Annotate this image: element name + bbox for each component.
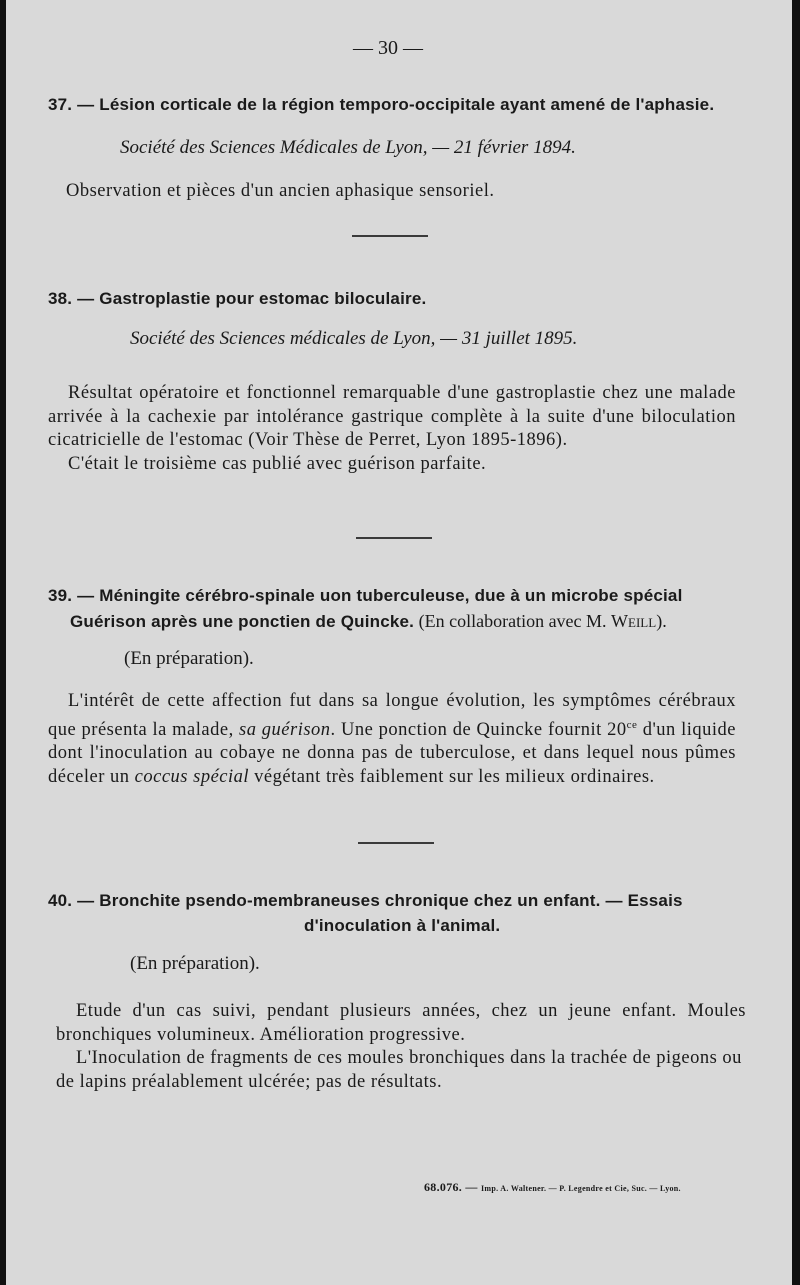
paragraph: Résultat opératoire et fonctionnel remarquable d'une gastroplastie chez une malade arrivée à la cachexie par intolérance gastrique complète à la suite d'une biloculation cicatricielle de l'estomac (Voir Thèse de Perret, Lyon 1895-1896). bbox=[48, 383, 736, 450]
entry-38-venue: Société des Sciences médicales de Lyon, — 31 juillet 1895. bbox=[130, 328, 578, 349]
entry-37-heading: 37. — Lésion corticale de la région temporo-occipitale ayant amené de l'aphasie. bbox=[48, 95, 715, 114]
paragraph: C'était le troisième cas publié avec guérison parfaite. bbox=[68, 453, 487, 474]
entry-39-heading-line2: Guérison après une ponctien de Quincke. (En collaboration avec M. Weill). bbox=[70, 611, 667, 631]
separator-rule bbox=[356, 537, 432, 539]
collaboration-note: (En collaboration avec M. bbox=[414, 611, 612, 631]
entry-38-body bbox=[48, 382, 736, 476]
paragraph: L'intérêt de cette affection fut dans sa longue évolution, les symptômes cérébraux que présenta la malade, sa guérison. Une ponction de Quincke fournit $20^{ce}$ d'un liquide dont l'inoculation au cobaye ne donna pas de tuberculose, et dans lequel nous pûmes déceler un coccus spécial végétant très faiblement sur les milieux ordinaires. bbox=[48, 691, 737, 787]
printer-credit: Imp. A. Waltener. — P. Legendre et Cie, Suc. — Lyon. bbox=[481, 1184, 681, 1193]
separator-rule bbox=[352, 235, 428, 237]
paragraph: Etude d'un cas suivi, pendant plusieurs années, chez un jeune enfant. Moules bronchiques volumineux. Amélioration progressive. bbox=[56, 1001, 746, 1045]
printer-footer bbox=[424, 1180, 681, 1195]
entry-40-heading-line2: d'inoculation à l'animal. bbox=[304, 916, 501, 935]
entry-39-body bbox=[48, 690, 736, 789]
paragraph: Observation et pièces d'un ancien aphasique sensoriel. bbox=[66, 181, 495, 201]
entry-37-body bbox=[66, 180, 756, 204]
paragraph: L'Inoculation de fragments de ces moules bronchiques dans la trachée de pigeons ou de lapins préalablement ulcérée; pas de résultats. bbox=[56, 1048, 742, 1092]
entry-40-heading-line1: 40. — Bronchite psendo-membraneuses chronique chez un enfant. — Essais bbox=[48, 891, 683, 910]
entry-39-status: (En préparation). bbox=[124, 648, 254, 669]
print-code: 68.076. — bbox=[424, 1180, 478, 1194]
entry-40-status: (En préparation). bbox=[130, 953, 260, 974]
document-page bbox=[6, 0, 792, 1285]
separator-rule bbox=[358, 842, 434, 844]
entry-39-heading-bold: Guérison après une ponctien de Quincke. bbox=[70, 612, 415, 631]
entry-37-venue: Société des Sciences Médicales de Lyon, — 21 février 1894. bbox=[120, 137, 576, 158]
entry-40-body bbox=[56, 1000, 746, 1094]
entry-38-heading: 38. — Gastroplastie pour estomac biloculaire. bbox=[48, 289, 427, 308]
entry-39-heading-line1: 39. — Méningite cérébro-spinale uon tuberculeuse, due à un microbe spécial bbox=[48, 586, 683, 605]
page-number: — 30 — bbox=[353, 37, 423, 59]
collaborator-name: Weill bbox=[611, 611, 657, 631]
